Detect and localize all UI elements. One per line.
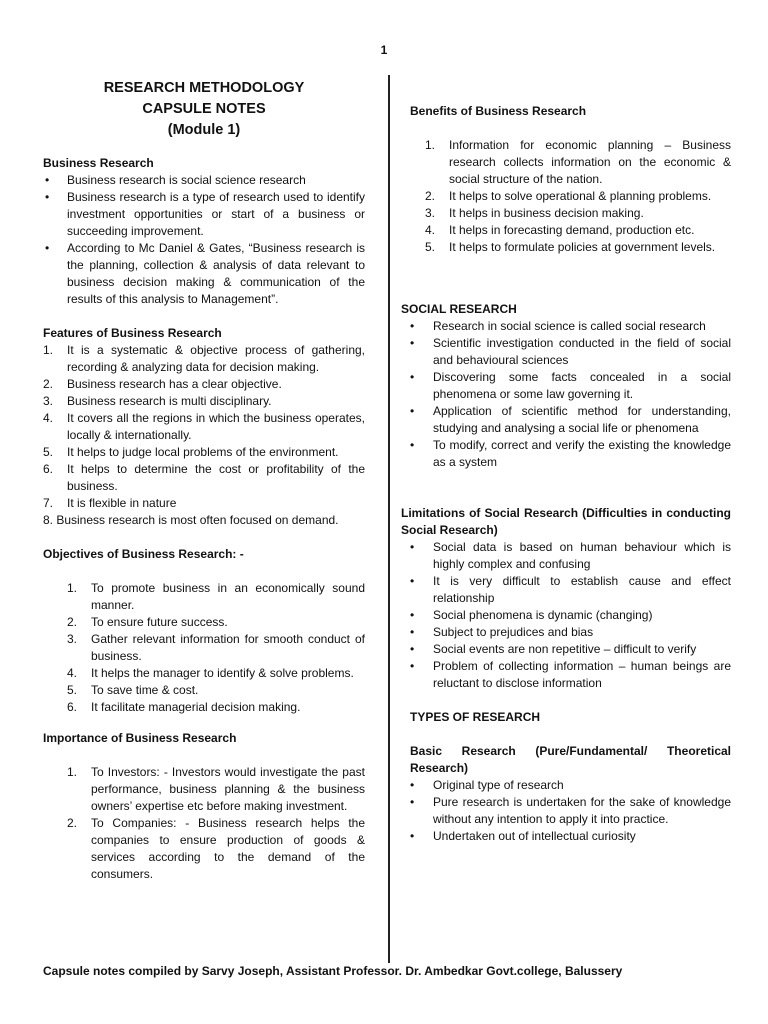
- business-research-list: [43, 172, 365, 308]
- title-line-2: CAPSULE NOTES: [142, 101, 266, 117]
- importance-heading: Importance of Business Research: [43, 731, 237, 745]
- list-item-text: Business research is social science research: [67, 173, 306, 187]
- list-item: 1. It is a systematic & objective process of gathering, recording & analyzing data for decision making.: [43, 343, 365, 374]
- list-item-text: It is flexible in nature: [67, 496, 177, 510]
- list-item: • Research in social science is called social research: [410, 319, 706, 333]
- list-item-text: Scientific investigation conducted in the field of social and behavioural sciences: [433, 336, 731, 367]
- list-item: 2. Business research has a clear objective.: [43, 377, 282, 391]
- list-item-text: It helps to formulate policies at government levels.: [449, 240, 716, 254]
- basic-research-list: [401, 777, 731, 845]
- list-item: 1. To promote business in an economically sound manner.: [67, 581, 365, 612]
- list-item: 4. It covers all the regions in which the business operates, locally & internationally.: [43, 411, 365, 442]
- list-item: 2. It helps to solve operational & planning problems.: [425, 189, 712, 203]
- title-line-3: (Module 1): [167, 122, 241, 138]
- list-item: • Application of scientific method for understanding, studying and analysing a social life or phenomena: [410, 404, 731, 435]
- list-item: 3. Gather relevant information for smooth conduct of business.: [67, 632, 365, 663]
- list-item-text: It is a systematic & objective process of gathering, recording & analyzing data for decision making.: [67, 343, 365, 374]
- social-research-list: [401, 318, 731, 471]
- list-item: • Business research is social science research: [45, 173, 306, 187]
- features-heading: Features of Business Research: [43, 326, 222, 340]
- list-item: 5. It helps to judge local problems of the environment.: [43, 445, 339, 459]
- list-item-text: Original type of research: [433, 778, 564, 792]
- list-item: • Problem of collecting information – human beings are reluctant to disclose information: [410, 659, 731, 690]
- list-item: • Social events are non repetitive – difficult to verify: [410, 642, 697, 656]
- list-item: • Undertaken out of intellectual curiosity: [410, 829, 636, 843]
- list-item-text: It helps to solve operational & planning problems.: [449, 189, 712, 203]
- limitations-heading: Limitations of Social Research (Difficulties in conducting Social Research): [401, 506, 731, 537]
- list-item-text: It facilitate managerial decision making.: [91, 700, 301, 714]
- list-item: 4. It helps in forecasting demand, production etc.: [425, 223, 695, 237]
- list-item: 6. It facilitate managerial decision making.: [67, 700, 301, 714]
- list-item-text: It helps to judge local problems of the environment.: [67, 445, 339, 459]
- list-item-text: It helps in forecasting demand, production etc.: [449, 223, 695, 237]
- list-item-text: To save time & cost.: [91, 683, 199, 697]
- types-of-research-heading: TYPES OF RESEARCH: [410, 710, 541, 724]
- column-divider: [388, 75, 390, 963]
- list-item-text: It helps to determine the cost or profitability of the business.: [67, 462, 365, 493]
- importance-list: [43, 764, 365, 883]
- list-item-text: According to Mc Daniel & Gates, “Business research is the planning, collection & analysis of data relevant to business decision making & communication of the results of this analysis to Management”.: [67, 241, 365, 306]
- list-item-text: Problem of collecting information – human beings are reluctant to disclose information: [433, 659, 731, 690]
- list-item-text: Gather relevant information for smooth conduct of business.: [91, 632, 365, 663]
- list-item: 3. It helps in business decision making.: [425, 206, 644, 220]
- list-item: • Pure research is undertaken for the sake of knowledge without any intention to apply it into practice.: [410, 795, 731, 826]
- list-item: • Business research is a type of research used to identify investment opportunities or start of a business or succeeding improvement.: [45, 190, 365, 238]
- list-item-text: Business research is multi disciplinary.: [67, 394, 272, 408]
- list-item: 6. It helps to determine the cost or profitability of the business.: [43, 462, 365, 493]
- limitations-list: [401, 539, 731, 692]
- list-item: 2. To Companies: - Business research helps the companies to ensure production of goods & services according to the demand of the consumers.: [67, 816, 365, 881]
- list-item-text: To modify, correct and verify the existing the knowledge as a system: [433, 438, 731, 469]
- list-item: • According to Mc Daniel & Gates, “Business research is the planning, collection & analysis of data relevant to business decision making & communication of the results of this analysis to Management”.: [45, 241, 365, 306]
- list-item-text: Subject to prejudices and bias: [433, 625, 594, 639]
- list-item: • Discovering some facts concealed in a social phenomena or some law governing it.: [410, 370, 731, 401]
- list-item: • Scientific investigation conducted in the field of social and behavioural sciences: [410, 336, 731, 367]
- list-item: • Social data is based on human behaviour which is highly complex and confusing: [410, 540, 731, 571]
- page-number: 1: [380, 43, 388, 57]
- list-item: 3. Business research is multi disciplinary.: [43, 394, 272, 408]
- title-line-1: RESEARCH METHODOLOGY: [103, 80, 305, 96]
- list-item-text: To Investors: - Investors would investigate the past performance, business planning & the business owners’ expertise etc before making investment.: [91, 765, 365, 813]
- list-item-text: It is very difficult to establish cause and effect relationship: [433, 574, 731, 605]
- objectives-list: [43, 580, 365, 716]
- objectives-heading: Objectives of Business Research: -: [43, 547, 244, 561]
- list-item-text: Business research has a clear objective.: [67, 377, 282, 391]
- list-item: • To modify, correct and verify the existing the knowledge as a system: [410, 438, 731, 469]
- list-item-text: Pure research is undertaken for the sake of knowledge without any intention to apply it into practice.: [433, 795, 731, 826]
- list-item-text: Undertaken out of intellectual curiosity: [433, 829, 636, 843]
- list-item-text: Discovering some facts concealed in a social phenomena or some law governing it.: [433, 370, 731, 401]
- list-item-text: Business research is a type of research used to identify investment opportunities or start of a business or succeeding improvement.: [67, 190, 365, 238]
- list-item-text: Social data is based on human behaviour which is highly complex and confusing: [433, 540, 731, 571]
- business-research-heading: Business Research: [43, 156, 154, 170]
- left-column: [43, 78, 365, 883]
- list-item: 7. It is flexible in nature: [43, 496, 177, 510]
- basic-research-heading: Basic Research (Pure/Fundamental/ Theoretical Research): [410, 744, 731, 775]
- list-item-text: Information for economic planning – Business research collects information on the economic & social structure of the nation.: [449, 138, 731, 186]
- document-title: [43, 78, 365, 141]
- features-list: [43, 342, 365, 512]
- list-item: 1. Information for economic planning – Business research collects information on the economic & social structure of the nation.: [425, 138, 731, 186]
- list-item-text: Research in social science is called social research: [433, 319, 706, 333]
- list-item-text: It helps in business decision making.: [449, 206, 644, 220]
- page-footer: Capsule notes compiled by Sarvy Joseph, Assistant Professor. Dr. Ambedkar Govt.college, Balussery: [43, 964, 623, 978]
- list-item: 2. To ensure future success.: [67, 615, 228, 629]
- list-item-text: To ensure future success.: [91, 615, 228, 629]
- list-item: 4. It helps the manager to identify & solve problems.: [67, 666, 354, 680]
- list-item-text: Social events are non repetitive – difficult to verify: [433, 642, 697, 656]
- right-column: [401, 103, 731, 845]
- features-last-item: 8. Business research is most often focused on demand.: [43, 513, 339, 527]
- list-item-text: Application of scientific method for understanding, studying and analysing a social life or phenomena: [433, 404, 731, 435]
- list-item: 5. It helps to formulate policies at government levels.: [425, 240, 716, 254]
- list-item: 1. To Investors: - Investors would investigate the past performance, business planning & the business owners’ expertise etc before making investment.: [67, 765, 365, 813]
- benefits-list: [401, 137, 731, 256]
- list-item: • Social phenomena is dynamic (changing): [410, 608, 653, 622]
- list-item-text: It helps the manager to identify & solve problems.: [91, 666, 354, 680]
- list-item: • It is very difficult to establish cause and effect relationship: [410, 574, 731, 605]
- list-item-text: To Companies: - Business research helps the companies to ensure production of goods & services according to the demand of the consumers.: [91, 816, 365, 881]
- social-research-heading: SOCIAL RESEARCH: [401, 302, 517, 316]
- benefits-heading: Benefits of Business Research: [410, 104, 587, 118]
- list-item: 5. To save time & cost.: [67, 683, 199, 697]
- list-item: • Subject to prejudices and bias: [410, 625, 594, 639]
- list-item-text: It covers all the regions in which the business operates, locally & internationally.: [67, 411, 365, 442]
- list-item-text: To promote business in an economically sound manner.: [91, 581, 365, 612]
- list-item-text: Social phenomena is dynamic (changing): [433, 608, 653, 622]
- list-item: • Original type of research: [410, 778, 564, 792]
